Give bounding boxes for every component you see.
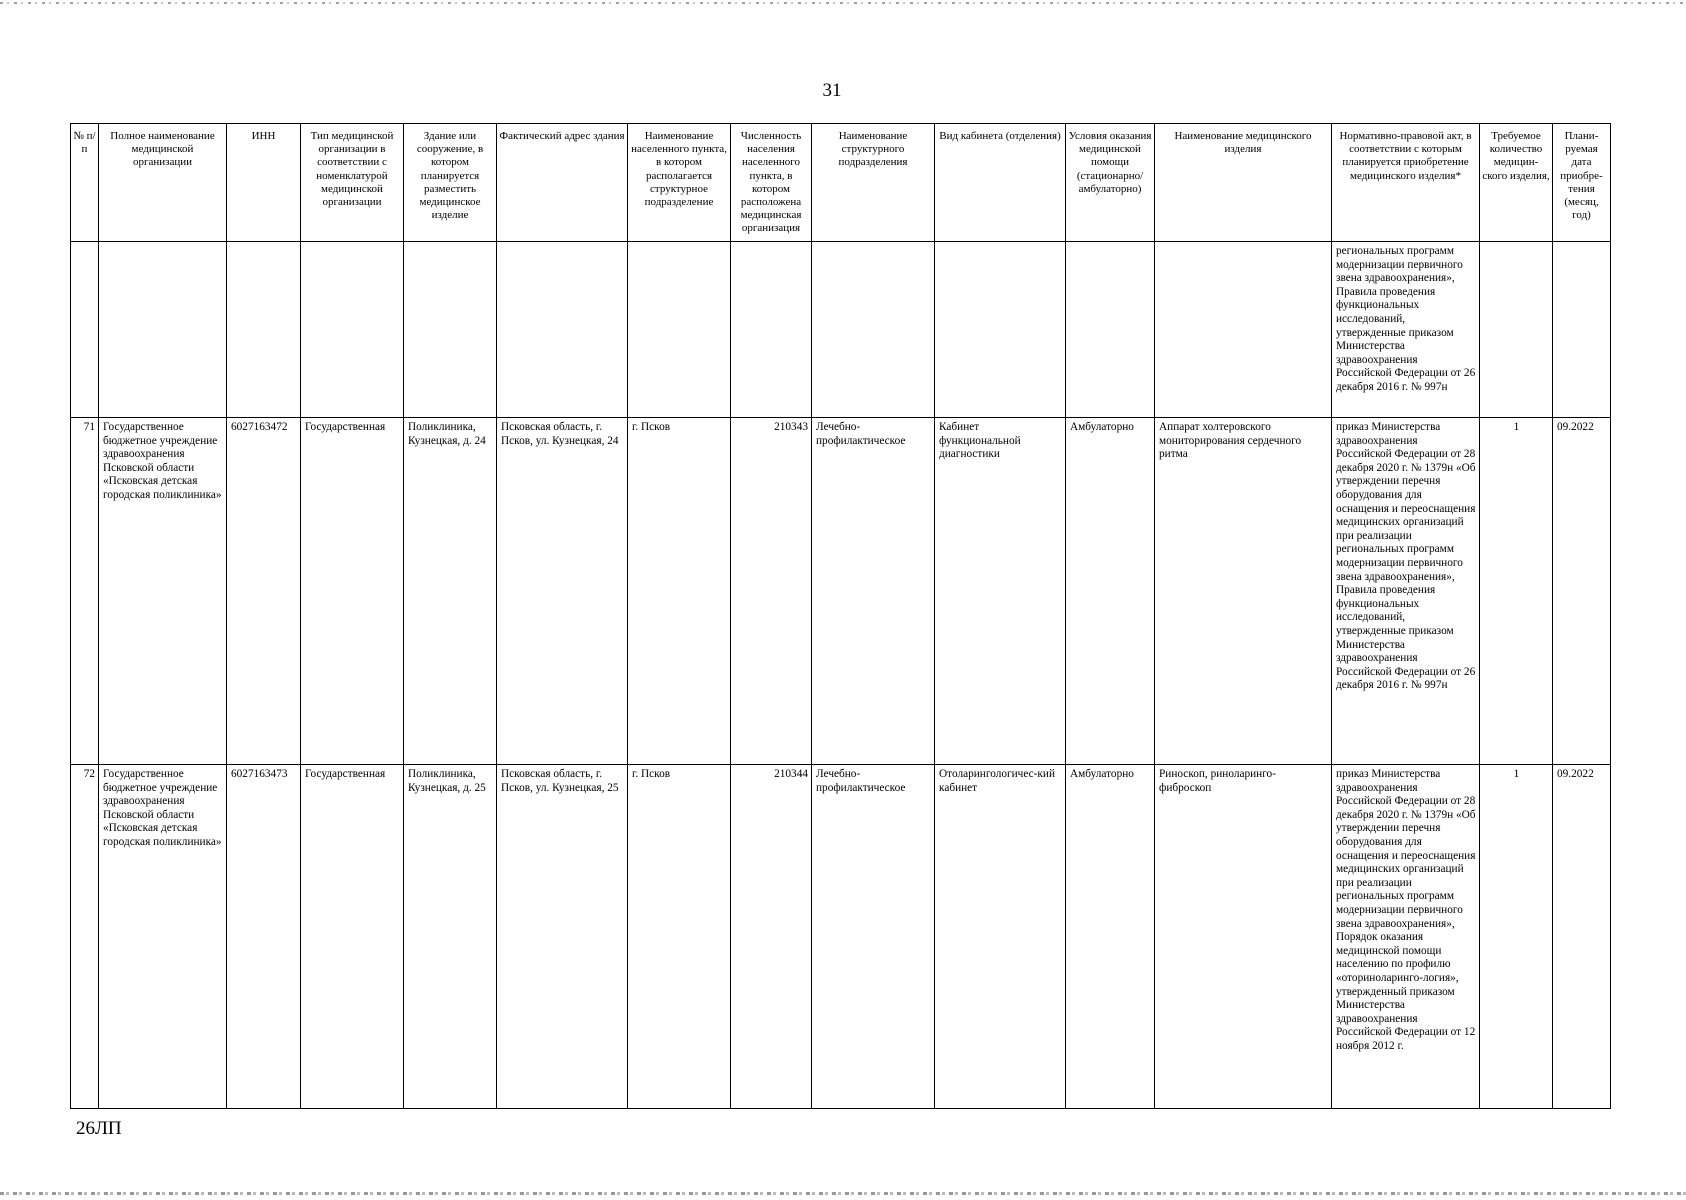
cell-type: Государственная [301, 418, 404, 765]
cell-num: 72 [71, 765, 99, 1109]
cell-locality: г. Псков [628, 765, 731, 1109]
cell-empty [99, 242, 227, 418]
header-conditions: Условия оказания медицинской помощи (стационарно/ амбулаторно) [1066, 124, 1155, 242]
cell-act: приказ Министерства здравоохранения Российской Федерации от 28 декабря 2020 г. № 1379н «Об утверждении перечня оборудования для оснащения и переоснащения медицинских организаций при реализации региональных программ модернизации первичного звена здравоохранения», Правила проведения функциональных исследований, утвержденные приказом Министерства здравоохранения Российской Федерации от 26 декабря 2016 г. № 997н [1332, 418, 1480, 765]
cell-device: Риноскоп, риноларинго-фиброскоп [1155, 765, 1332, 1109]
scan-edge-bottom [0, 1192, 1686, 1195]
cell-inn: 6027163472 [227, 418, 301, 765]
cell-empty [1480, 242, 1553, 418]
cell-act-continuation: региональных программ модернизации первичного звена здравоохранения», Правила проведения функциональных исследований, утвержденные приказом Министерства здравоохранения Российской Федерации от 26 декабря 2016 г. № 997н [1332, 242, 1480, 418]
table-header-row [71, 124, 1611, 242]
footer-code: 26ЛП [76, 1118, 122, 1139]
cell-empty [71, 242, 99, 418]
header-address: Фактический адрес здания [497, 124, 628, 242]
cell-empty [301, 242, 404, 418]
cell-date: 09.2022 [1553, 418, 1611, 765]
cell-inn: 6027163473 [227, 765, 301, 1109]
cell-device: Аппарат холтеровского мониторирования сердечного ритма [1155, 418, 1332, 765]
cell-population: 210344 [731, 765, 812, 1109]
cell-conditions: Амбулаторно [1066, 418, 1155, 765]
header-act: Нормативно-правовой акт, в соответствии с которым планируется приобретение медицинского изделия* [1332, 124, 1480, 242]
header-num: № п/п [71, 124, 99, 242]
cell-division: Лечебно-профилактическое [812, 418, 935, 765]
cell-empty [812, 242, 935, 418]
cell-empty [404, 242, 497, 418]
cell-building: Поликлиника, Кузнецкая, д. 25 [404, 765, 497, 1109]
header-cabinet: Вид кабинета (отделения) [935, 124, 1066, 242]
header-population: Численность населения населенного пункта, в котором расположена медицинская организация [731, 124, 812, 242]
cell-building: Поликлиника, Кузнецкая, д. 24 [404, 418, 497, 765]
cell-qty: 1 [1480, 765, 1553, 1109]
cell-address: Псковская область, г. Псков, ул. Кузнецкая, 24 [497, 418, 628, 765]
cell-qty: 1 [1480, 418, 1553, 765]
header-org: Полное наименование медицинской организации [99, 124, 227, 242]
header-device: Наименование медицинского изделия [1155, 124, 1332, 242]
table-row [71, 765, 1611, 1109]
cell-locality: г. Псков [628, 418, 731, 765]
cell-empty [1553, 242, 1611, 418]
header-building: Здание или сооружение, в котором планируется разместить медицинское изделие [404, 124, 497, 242]
cell-empty [731, 242, 812, 418]
cell-empty [628, 242, 731, 418]
cell-date: 09.2022 [1553, 765, 1611, 1109]
cell-address: Псковская область, г. Псков, ул. Кузнецкая, 25 [497, 765, 628, 1109]
cell-cabinet: Отоларингологичес-кий кабинет [935, 765, 1066, 1109]
header-date: Плани-руемая дата приобре-тения (месяц, год) [1553, 124, 1611, 242]
cell-empty [935, 242, 1066, 418]
header-division: Наименование структурного подразделения [812, 124, 935, 242]
header-type: Тип медицинской организации в соответствии с номенклатурой медицинской организации [301, 124, 404, 242]
cell-type: Государственная [301, 765, 404, 1109]
cell-conditions: Амбулаторно [1066, 765, 1155, 1109]
cell-division: Лечебно-профилактическое [812, 765, 935, 1109]
cell-population: 210343 [731, 418, 812, 765]
page-number: 31 [822, 80, 842, 101]
cell-empty [1066, 242, 1155, 418]
table-row [71, 418, 1611, 765]
table-row-continuation [71, 242, 1611, 418]
header-inn: ИНН [227, 124, 301, 242]
header-locality: Наименование населенного пункта, в котором располагается структурное подразделение [628, 124, 731, 242]
equipment-table [70, 123, 1611, 1109]
header-qty: Требуемое количество медицин-ского изделия, [1480, 124, 1553, 242]
cell-empty [1155, 242, 1332, 418]
cell-act: приказ Министерства здравоохранения Российской Федерации от 28 декабря 2020 г. № 1379н «Об утверждении перечня оборудования для оснащения и переоснащения медицинских организаций при реализации региональных программ модернизации первичного звена здравоохранения», Порядок оказания медицинской помощи населению по профилю «оториноларинго-логия», утвержденный приказом Министерства здравоохранения Российской Федерации от 12 ноября 2012 г. [1332, 765, 1480, 1109]
scan-edge-top [0, 2, 1686, 4]
cell-org: Государственное бюджетное учреждение здравоохранения Псковской области «Псковская детская городская поликлиника» [99, 765, 227, 1109]
cell-org: Государственное бюджетное учреждение здравоохранения Псковской области «Псковская детская городская поликлиника» [99, 418, 227, 765]
cell-cabinet: Кабинет функциональной диагностики [935, 418, 1066, 765]
cell-empty [227, 242, 301, 418]
cell-empty [497, 242, 628, 418]
cell-num: 71 [71, 418, 99, 765]
